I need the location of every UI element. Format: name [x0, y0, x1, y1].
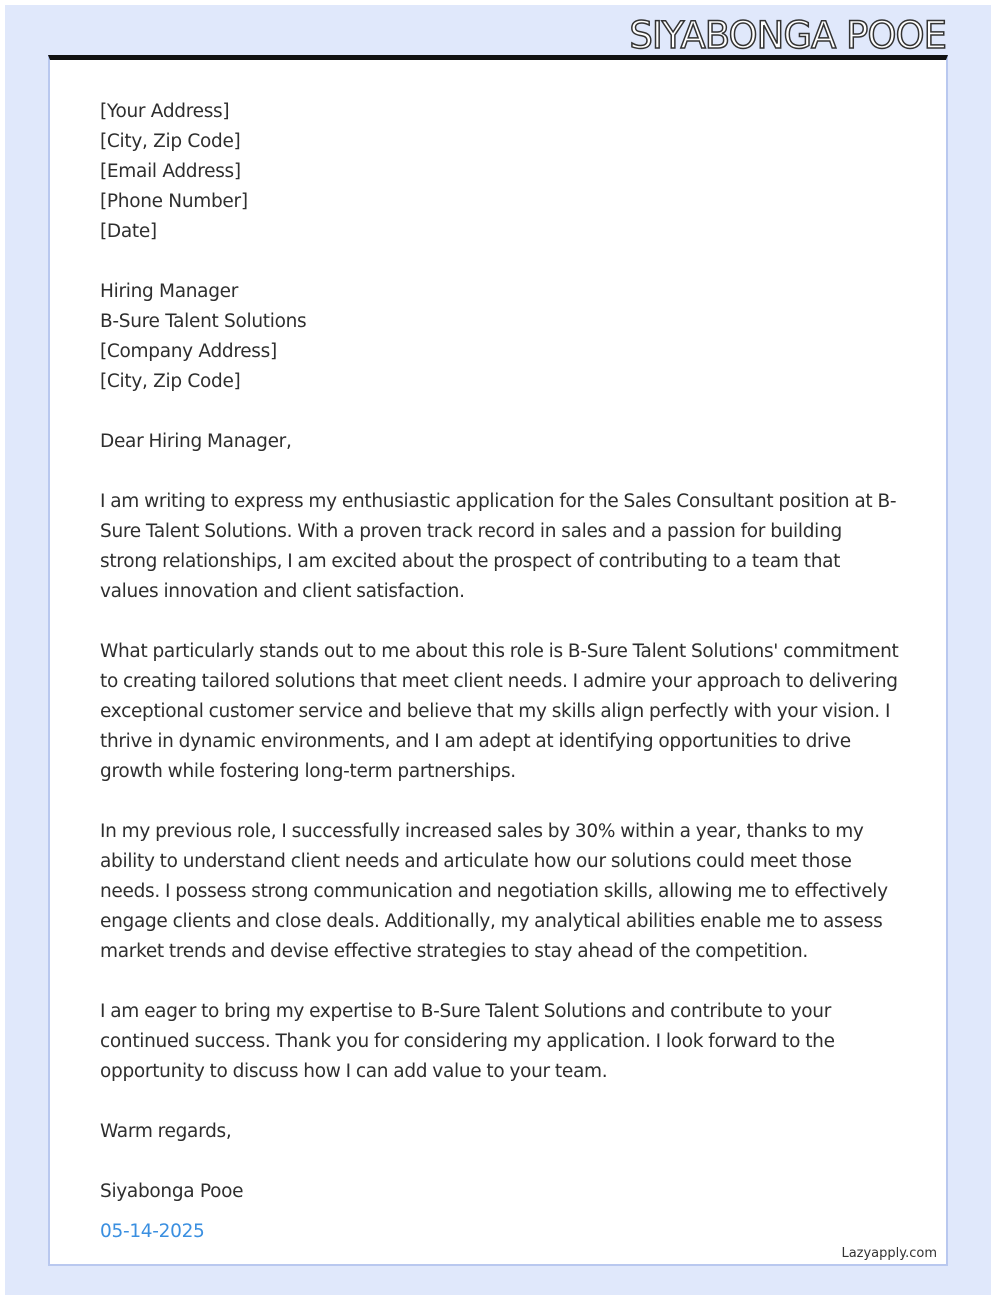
applicant-name-header: SIYABONGA POOE: [629, 14, 946, 57]
signature-name: Siyabonga Pooe: [100, 1181, 244, 1202]
sender-address-block: [100, 97, 900, 247]
recipient-address-block: [100, 277, 900, 397]
sender-date: [Date]: [100, 221, 157, 242]
recipient-company: B-Sure Talent Solutions: [100, 311, 307, 332]
sender-phone: [Phone Number]: [100, 191, 248, 212]
body-paragraph: I am eager to bring my expertise to B-Sure Talent Solutions and contribute to your continued success. Thank you for considering my application. I look forward to the opportunity to discuss how I can add value to your team.: [100, 1001, 835, 1082]
body-paragraph: I am writing to express my enthusiastic application for the Sales Consultant position at B-Sure Talent Solutions. With a proven track record in sales and a passion for building strong relationships, I am excited about the prospect of contributing to a team that values innovation and client satisfaction.: [100, 491, 897, 602]
sender-city-zip: [City, Zip Code]: [100, 131, 241, 152]
recipient-title: Hiring Manager: [100, 281, 239, 302]
closing: Warm regards,: [100, 1121, 232, 1142]
recipient-city-zip: [City, Zip Code]: [100, 371, 241, 392]
body-paragraph: In my previous role, I successfully increased sales by 30% within a year, thanks to my ability to understand client needs and articulate how our solutions could meet those needs. I possess strong communication and negotiation skills, allowing me to effectively engage clients and close deals. Additionally, my analytical abilities enable me to assess market trends and devise effective strategies to stay ahead of the competition.: [100, 821, 888, 962]
letter-body: [100, 97, 900, 1247]
watermark-link[interactable]: Lazyapply.com: [841, 1246, 937, 1261]
body-paragraph: What particularly stands out to me about this role is B-Sure Talent Solutions' commitment to creating tailored solutions that meet client needs. I admire your approach to delivering exceptional customer service and believe that my skills align perfectly with your vision. I thrive in dynamic environments, and I am adept at identifying opportunities to drive growth while fostering long-term partnerships.: [100, 641, 899, 782]
sender-email: [Email Address]: [100, 161, 241, 182]
salutation: Dear Hiring Manager,: [100, 431, 292, 452]
recipient-address: [Company Address]: [100, 341, 277, 362]
footer-date: 05-14-2025: [100, 1221, 205, 1242]
sender-address: [Your Address]: [100, 101, 230, 122]
